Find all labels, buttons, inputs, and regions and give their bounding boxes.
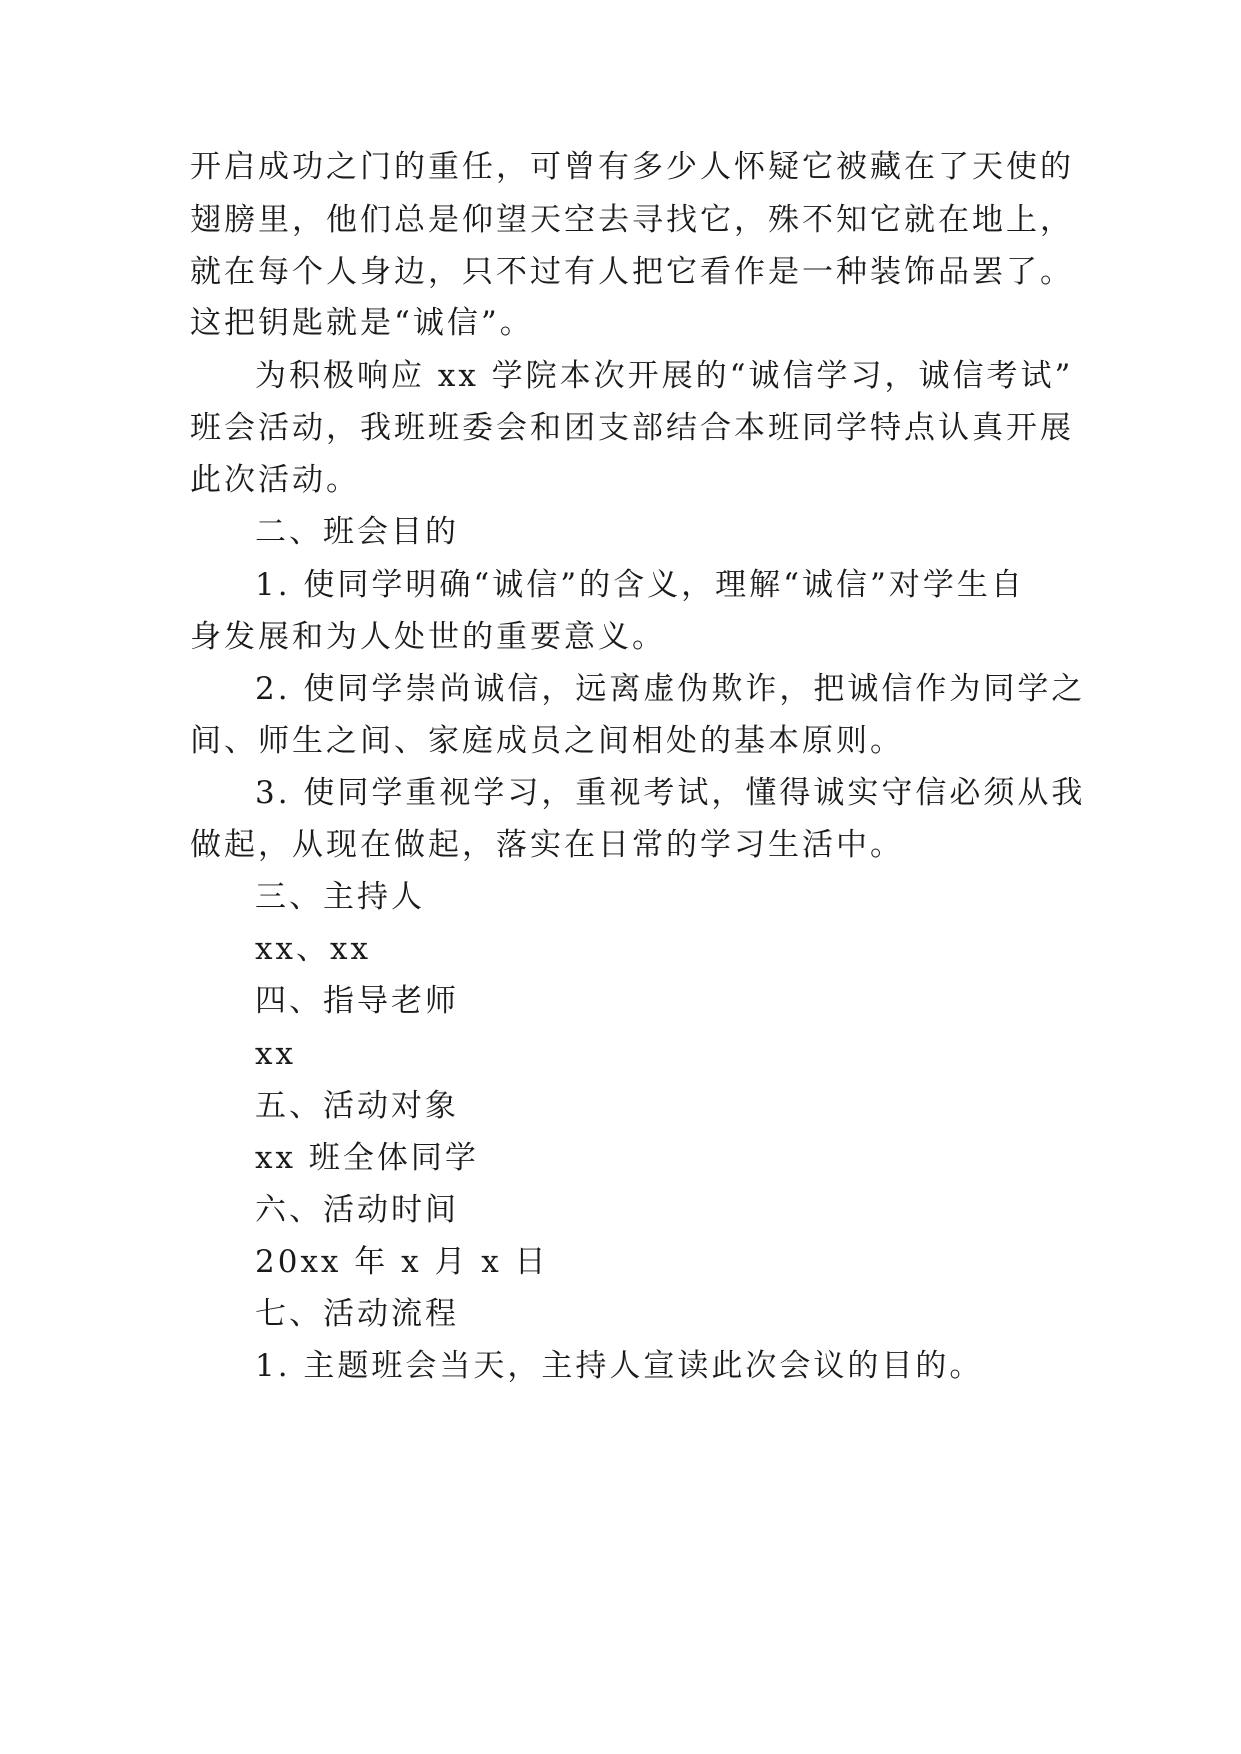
section-heading: 七、活动流程 — [255, 1296, 459, 1332]
section-heading: 四、指导老师 — [255, 983, 459, 1019]
paragraph-line: 就在每个人身边，只不过有人把它看作是一种装饰品罢了。 — [190, 254, 1074, 290]
paragraph-line: 为积极响应 xx 学院本次开展的“诚信学习，诚信考试” — [255, 358, 1074, 394]
section-heading: 六、活动时间 — [255, 1192, 459, 1228]
paragraph-line: 2. 使同学崇尚诚信，远离虚伪欺诈，把诚信作为同学之 — [255, 671, 1086, 707]
paragraph-line: 开启成功之门的重任，可曾有多少人怀疑它被藏在了天使的 — [190, 149, 1074, 185]
paragraph-line: 此次活动。 — [190, 462, 360, 498]
section-heading: 三、主持人 — [255, 879, 425, 915]
paragraph-line: xx、xx — [255, 931, 371, 967]
paragraph-line: 做起，从现在做起，落实在日常的学习生活中。 — [190, 827, 904, 863]
paragraph-line: 1. 使同学明确“诚信”的含义，理解“诚信”对学生自 — [255, 567, 1025, 603]
paragraph-line: xx 班全体同学 — [255, 1140, 479, 1176]
paragraph-line: 3. 使同学重视学习，重视考试，懂得诚实守信必须从我 — [255, 775, 1086, 811]
paragraph-line: 翅膀里，他们总是仰望天空去寻找它，殊不知它就在地上， — [190, 202, 1074, 238]
paragraph-line: xx — [255, 1036, 296, 1072]
section-heading: 二、班会目的 — [255, 514, 459, 550]
section-heading: 五、活动对象 — [255, 1088, 459, 1124]
paragraph-line: 班会活动，我班班委会和团支部结合本班同学特点认真开展 — [190, 410, 1074, 446]
paragraph-line: 身发展和为人处世的重要意义。 — [190, 619, 666, 655]
paragraph-line: 20xx 年 x 月 x 日 — [255, 1244, 549, 1280]
paragraph-line: 这把钥匙就是“诚信”。 — [190, 305, 534, 341]
paragraph-line: 间、师生之间、家庭成员之间相处的基本原则。 — [190, 723, 904, 759]
paragraph-line: 1. 主题班会当天，主持人宣读此次会议的目的。 — [255, 1348, 984, 1384]
